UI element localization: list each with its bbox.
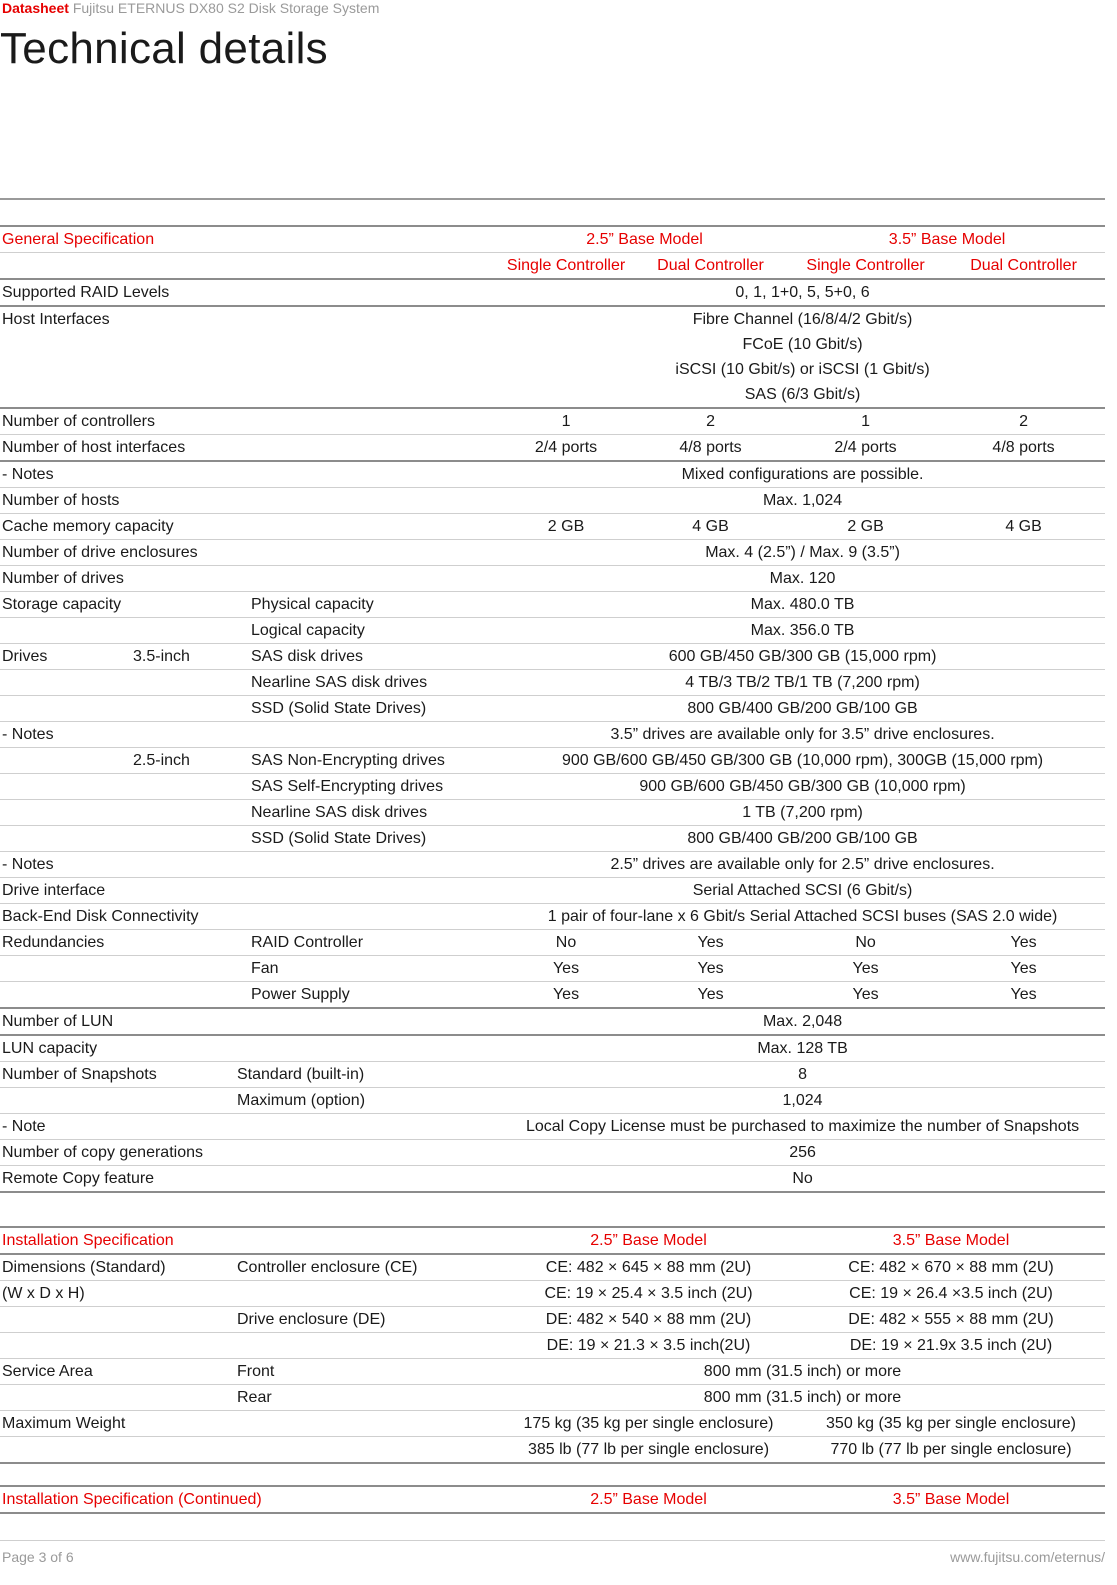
table-row (0, 852, 1105, 878)
table-row (0, 618, 1105, 644)
cell: 175 kg (35 kg per single enclosure) (523, 1415, 774, 1432)
drive-size-label: 2.5-inch (133, 752, 190, 769)
row-sublabel: SSD (Solid State Drives) (251, 830, 427, 847)
row-value: Serial Attached SCSI (6 Gbit/s) (692, 882, 913, 899)
table-header-row (0, 1227, 1105, 1254)
row-sublabel: Controller enclosure (CE) (237, 1259, 418, 1276)
cell: CE: 482 × 670 × 88 mm (2U) (848, 1259, 1054, 1276)
cell: Yes (1010, 934, 1037, 951)
table-row (0, 826, 1105, 852)
cell: Yes (852, 986, 879, 1003)
table-row (0, 1254, 1105, 1281)
table-row (0, 1281, 1105, 1307)
table-row (0, 878, 1105, 904)
row-value: Max. 120 (769, 570, 836, 587)
row-value: 1,024 (782, 1092, 823, 1109)
row-value: Local Copy License must be purchased to maximize the number of Snapshots (525, 1118, 1080, 1135)
row-value: 1 TB (7,200 rpm) (742, 804, 863, 821)
model-25-header: 2.5” Base Model (586, 231, 703, 248)
cell: CE: 19 × 25.4 × 3.5 inch (2U) (544, 1285, 753, 1302)
cell: No (555, 934, 577, 951)
cell: Yes (552, 986, 580, 1003)
model-35-header: 3.5” Base Model (888, 231, 1006, 248)
table-row (0, 774, 1105, 800)
host-interface-line: iSCSI (10 Gbit/s) or iSCSI (1 Gbit/s) (675, 361, 930, 378)
document-header (2, 0, 379, 16)
cell: 2/4 ports (834, 439, 897, 456)
page-number: Page 3 of 6 (2, 1549, 74, 1565)
table-row (0, 982, 1105, 1009)
host-interface-line: FCoE (10 Gbit/s) (742, 336, 863, 353)
row-sublabel: Standard (built-in) (237, 1066, 365, 1083)
row-label: Number of LUN (2, 1013, 114, 1030)
cell: DE: 482 × 555 × 88 mm (2U) (848, 1311, 1054, 1328)
row-sublabel: RAID Controller (251, 934, 364, 951)
section-title: General Specification (2, 231, 155, 248)
footer-url[interactable]: www.fujitsu.com/eternus/ (950, 1549, 1105, 1565)
row-sublabel: Drive enclosure (DE) (237, 1311, 386, 1328)
table-row (0, 670, 1105, 696)
table-header-row (0, 1486, 1105, 1513)
table-row (0, 1008, 1105, 1035)
row-label: Maximum Weight (2, 1415, 126, 1432)
header-product: Fujitsu ETERNUS DX80 S2 Disk Storage System (72, 0, 380, 16)
table-row (0, 279, 1105, 306)
table-row (0, 1359, 1105, 1385)
row-value: 800 GB/400 GB/200 GB/100 GB (687, 700, 918, 717)
table-row (0, 1307, 1105, 1333)
row-value: 800 GB/400 GB/200 GB/100 GB (687, 830, 918, 847)
row-value: Max. 1,024 (762, 492, 843, 509)
row-label: Redundancies (2, 934, 105, 951)
cell: 1 (861, 413, 870, 430)
row-label: Storage capacity (2, 596, 122, 613)
table-row (0, 1035, 1105, 1062)
model-35-header: 3.5” Base Model (892, 1491, 1010, 1508)
table-row (0, 1088, 1105, 1114)
cell: Yes (552, 960, 580, 977)
table-row (0, 1411, 1105, 1437)
row-label: - Notes (2, 726, 54, 743)
cell: 4 GB (692, 518, 729, 535)
header-brand: Datasheet (2, 0, 69, 16)
table-row (0, 722, 1105, 748)
cell: Yes (852, 960, 879, 977)
row-label: Remote Copy feature (2, 1170, 155, 1187)
cell: 4/8 ports (992, 439, 1055, 456)
cell: No (855, 934, 876, 951)
table-row (0, 1437, 1105, 1464)
cell: 1 (561, 413, 571, 430)
row-value: 0, 1, 1+0, 5, 5+0, 6 (735, 284, 870, 301)
row-sublabel: Rear (237, 1389, 272, 1406)
row-sublabel: Maximum (option) (237, 1092, 366, 1109)
table-row (0, 514, 1105, 540)
cell: 4/8 ports (679, 439, 742, 456)
row-label: Host Interfaces (2, 311, 110, 328)
row-value: 2.5” drives are available only for 2.5” drive enclosures. (610, 856, 995, 873)
row-label: LUN capacity (2, 1040, 98, 1057)
table-row (0, 1333, 1105, 1359)
table-row (0, 566, 1105, 592)
installation-spec-continued-table (0, 1485, 1105, 1514)
cell: Yes (1010, 960, 1037, 977)
table-row (0, 1166, 1105, 1193)
row-sublabel: Fan (251, 960, 279, 977)
row-value: 4 TB/3 TB/2 TB/1 TB (7,200 rpm) (685, 674, 920, 691)
row-sublabel: SAS Self-Encrypting drives (251, 778, 444, 795)
table-row (0, 1114, 1105, 1140)
row-sublabel: Front (237, 1363, 275, 1380)
row-label: Number of copy generations (2, 1144, 203, 1161)
cell: 2 GB (847, 518, 884, 535)
model-25-header: 2.5” Base Model (590, 1232, 707, 1249)
row-label: Drives (2, 648, 48, 665)
row-value: Max. 2,048 (762, 1013, 843, 1030)
row-value: Max. 4 (2.5”) / Max. 9 (3.5”) (705, 544, 900, 561)
host-interface-line: SAS (6/3 Gbit/s) (744, 386, 861, 403)
table-row (0, 435, 1105, 462)
row-label: Number of controllers (2, 413, 155, 430)
controller-header-row (0, 253, 1105, 280)
cell: 2 GB (547, 518, 585, 535)
row-label: Number of host interfaces (2, 439, 186, 456)
drive-size-label: 3.5-inch (133, 648, 190, 665)
row-label: Cache memory capacity (2, 518, 174, 535)
row-value: Max. 128 TB (757, 1040, 848, 1057)
row-sublabel: Nearline SAS disk drives (251, 804, 428, 821)
row-value: 800 mm (31.5 inch) or more (703, 1363, 902, 1380)
cell: 2/4 ports (534, 439, 598, 456)
table-row (0, 696, 1105, 722)
table-row (0, 408, 1105, 435)
section-title: Installation Specification (2, 1232, 174, 1249)
row-sublabel: Nearline SAS disk drives (251, 674, 428, 691)
row-label: (W x D x H) (2, 1285, 85, 1302)
row-label: Service Area (2, 1363, 93, 1380)
row-label: - Notes (2, 466, 54, 483)
row-value: 600 GB/450 GB/300 GB (15,000 rpm) (668, 648, 937, 665)
row-label: Number of Snapshots (2, 1066, 157, 1083)
row-value: 8 (798, 1066, 807, 1083)
row-sublabel: SAS disk drives (251, 648, 364, 665)
general-spec-table (0, 225, 1105, 1193)
table-row (0, 904, 1105, 930)
table-row (0, 1062, 1105, 1088)
row-sublabel: SSD (Solid State Drives) (251, 700, 427, 717)
single-controller-header: Single Controller (806, 257, 925, 274)
cell: Yes (1010, 986, 1037, 1003)
model-35-header: 3.5” Base Model (892, 1232, 1010, 1249)
table-row (0, 306, 1105, 408)
footer-divider (0, 1540, 1105, 1541)
row-value: Mixed configurations are possible. (681, 466, 924, 483)
table-row (0, 540, 1105, 566)
row-sublabel: Power Supply (251, 986, 350, 1003)
cell: CE: 482 × 645 × 88 mm (2U) (545, 1259, 752, 1276)
table-row (0, 800, 1105, 826)
table-row (0, 930, 1105, 956)
cell: 385 lb (77 lb per single enclosure) (527, 1441, 770, 1458)
row-value: 900 GB/600 GB/450 GB/300 GB (10,000 rpm) (639, 778, 966, 795)
row-value: 256 (789, 1144, 816, 1161)
row-label: Back-End Disk Connectivity (2, 908, 199, 925)
section-divider (0, 198, 1105, 200)
host-interface-line: Fibre Channel (16/8/4/2 Gbit/s) (692, 311, 913, 328)
table-row (0, 461, 1105, 488)
table-row (0, 1385, 1105, 1411)
row-value: Max. 356.0 TB (750, 622, 855, 639)
row-value (500, 306, 1105, 408)
table-row (0, 748, 1105, 774)
cell: DE: 19 × 21.9x 3.5 inch (2U) (849, 1337, 1053, 1354)
row-label: Supported RAID Levels (2, 284, 170, 301)
row-label: Number of drives (2, 570, 124, 587)
table-row (0, 644, 1105, 670)
row-value: 900 GB/600 GB/450 GB/300 GB (10,000 rpm), 300GB (15,000 rpm) (561, 752, 1044, 769)
table-row (0, 1140, 1105, 1166)
row-value: No (792, 1170, 813, 1187)
cell: DE: 482 × 540 × 88 mm (2U) (545, 1311, 752, 1328)
single-controller-header: Single Controller (506, 257, 626, 274)
cell: Yes (697, 960, 724, 977)
row-value: Max. 480.0 TB (750, 596, 855, 613)
cell: CE: 19 × 26.4 ×3.5 inch (2U) (849, 1285, 1053, 1302)
cell: DE: 19 × 21.3 × 3.5 inch(2U) (546, 1337, 751, 1354)
table-row (0, 592, 1105, 618)
row-label: Drive interface (2, 882, 106, 899)
row-label: Dimensions (Standard) (2, 1259, 166, 1276)
row-label: - Notes (2, 856, 54, 873)
cell: 2 (706, 413, 715, 430)
row-label: Number of hosts (2, 492, 120, 509)
cell: 770 lb (77 lb per single enclosure) (830, 1441, 1072, 1458)
table-header-row (0, 226, 1105, 253)
cell: 4 GB (1005, 518, 1042, 535)
row-value: 800 mm (31.5 inch) or more (703, 1389, 902, 1406)
cell: Yes (697, 934, 724, 951)
cell: 2 (1019, 413, 1028, 430)
dual-controller-header: Dual Controller (970, 257, 1077, 274)
table-row (0, 956, 1105, 982)
page-title: Technical details (0, 24, 328, 73)
row-label: - Note (2, 1118, 46, 1135)
row-sublabel: SAS Non-Encrypting drives (251, 752, 445, 769)
row-sublabel: Physical capacity (251, 596, 374, 613)
installation-spec-table (0, 1226, 1105, 1464)
model-25-header: 2.5” Base Model (590, 1491, 707, 1508)
row-sublabel: Logical capacity (251, 622, 365, 639)
section-title: Installation Specification (Continued) (2, 1491, 262, 1508)
row-value: 1 pair of four-lane x 6 Gbit/s Serial Attached SCSI buses (SAS 2.0 wide) (547, 908, 1058, 925)
row-label: Number of drive enclosures (2, 544, 198, 561)
table-row (0, 488, 1105, 514)
row-value: 3.5” drives are available only for 3.5” drive enclosures. (610, 726, 995, 743)
cell: Yes (697, 986, 724, 1003)
dual-controller-header: Dual Controller (657, 257, 764, 274)
cell: 350 kg (35 kg per single enclosure) (826, 1415, 1076, 1432)
